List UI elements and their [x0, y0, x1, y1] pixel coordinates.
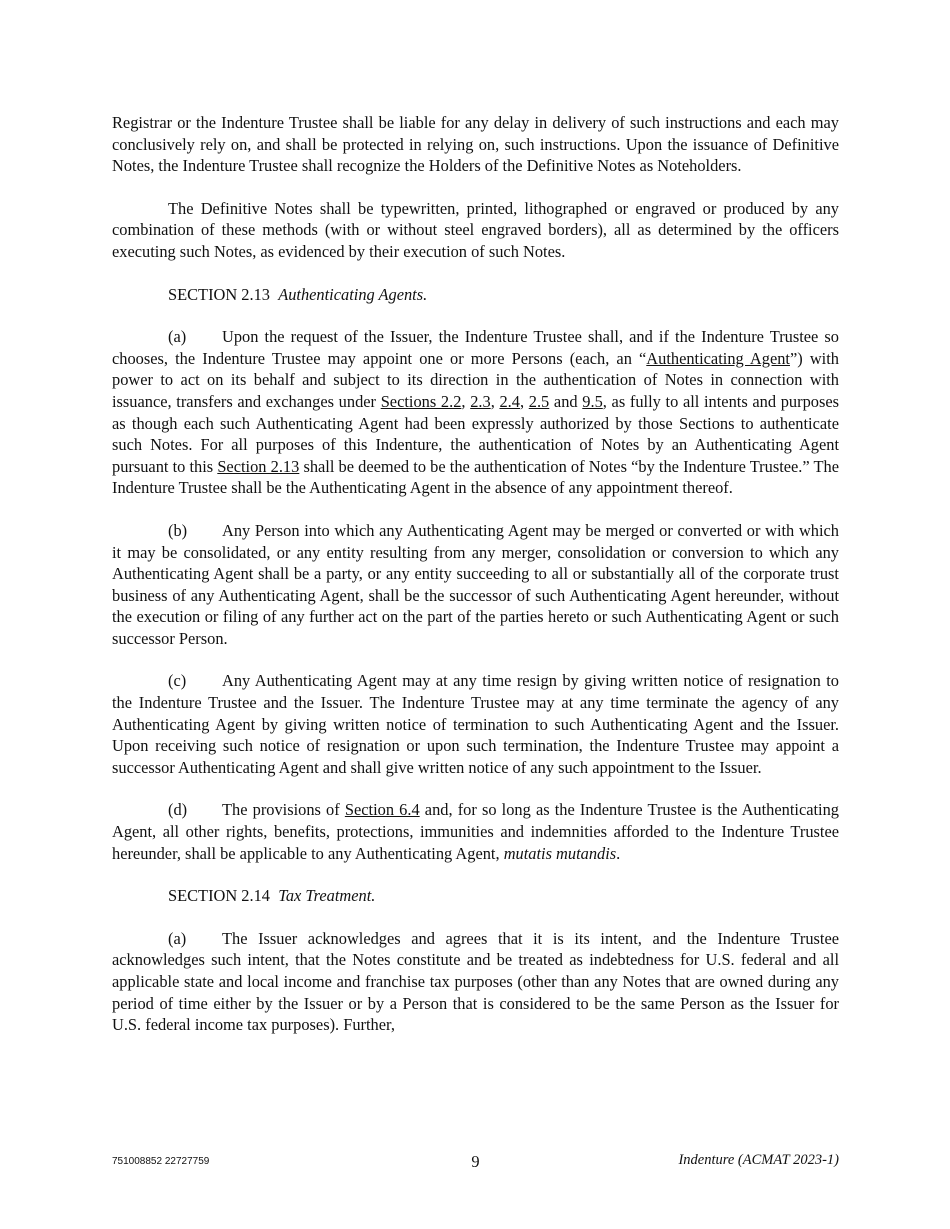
document-title: Indenture (ACMAT 2023-1) — [678, 1152, 839, 1168]
paragraph-definitive-notes: The Definitive Notes shall be typewritten, printed, lithographed or engraved or produced by any combination of these methods (with or without steel engraved borders), all as determined by the officers executing such Notes, as evidenced by their execution of such Notes. — [112, 198, 839, 261]
cross-reference: Sections 2.2 — [380, 391, 462, 411]
cross-reference: 2.4 — [499, 391, 520, 411]
section-heading-2-13 — [168, 284, 839, 306]
clause-text: The Issuer acknowledges and agrees that it is its intent, and the Indenture Trustee acknowledges such intent, that the Notes constitute and be treated as indebtedness for U.S. federal and all applicable state and local income and franchise tax purposes (other than any Notes that are owned during any period of time either by the Issuer or by a Person that is considered to be the same Person as the Issuer for U.S. federal income tax purposes). Further, — [112, 928, 839, 1035]
clause-label: (c) — [168, 671, 187, 691]
cross-reference: 2.5 — [528, 391, 550, 411]
clause-text: , as fully to all intents and purposes as though each such Authenticating Agent had been expressly authorized by those Sections to authenticate such Notes. For all purposes of this Indenture, the authentication of Notes by an Authenticating Agent pursuant to this — [112, 391, 839, 476]
section-number: SECTION 2.14 — [168, 886, 270, 906]
clause-2-13-d — [112, 799, 839, 864]
clause-text: and, for so long as the Indenture Trustee is the Authenticating Agent, all other rights, benefits, protections, immunities and indemnities afforded to the Indenture Trustee hereunder, shall be applicable to any Authenticating Agent, — [112, 800, 839, 863]
clause-2-13-a — [112, 326, 839, 499]
clause-2-13-c — [112, 670, 839, 778]
clause-label: (b) — [168, 520, 188, 540]
separator: , — [461, 391, 471, 411]
separator: and — [549, 391, 583, 411]
cross-reference: Section 6.4 — [344, 800, 420, 820]
clause-text: . — [616, 843, 621, 863]
separator: , — [519, 391, 529, 411]
defined-term: Authenticating Agent — [646, 348, 790, 368]
clause-label: (a) — [168, 327, 187, 347]
clause-text: Any Person into which any Authenticating Agent may be merged or converted or with which it may be consolidated, or any entity resulting from any merger, consolidation or conversion to which any Authenticating Agent shall be a party, or any entity succeeding to all or substantially all of the corporate trust business of any Authenticating Agent, shall be the successor of such Authenticating Agent hereunder, without the execution or filing of any further act on the part of the parties hereto or such Authenticating Agent or such successor Person. — [112, 520, 839, 648]
section-title: Tax Treatment. — [278, 886, 376, 906]
clause-text: ”) with power to act on its behalf and subject to its direction in the authentication of Notes in connection with issuance, transfers and exchanges under — [112, 348, 839, 411]
clause-2-13-b — [112, 520, 839, 650]
section-title: Authenticating Agents. — [278, 284, 428, 304]
paragraph-intro: Registrar or the Indenture Trustee shall be liable for any delay in delivery of such instructions and each may conclusively rely on, and shall be protected in relying on, such instructions. Upon the issuance of Definitive Notes, the Indenture Trustee shall recognize the Holders of the Definitive Notes as Noteholders. — [112, 113, 839, 176]
latin-phrase: mutatis mutandis — [503, 843, 617, 863]
document-id: 751008852 22727759 — [112, 1156, 210, 1167]
document-page — [112, 112, 839, 1057]
page-number: 9 — [471, 1152, 480, 1171]
clause-text: The provisions of — [222, 800, 345, 820]
clause-text: Any Authenticating Agent may at any time resign by giving written notice of resignation to the Indenture Trustee and the Issuer. The Indenture Trustee may at any time terminate the agency of any Authenticating Agent by giving written notice of termination to such Authenticating Agent and the Issuer. Upon receiving such notice of resignation or upon such termination, the Indenture Trustee may appoint a successor Authenticating Agent and shall give written notice of any such appointment to the Issuer. — [112, 671, 839, 777]
section-heading-2-14 — [168, 885, 839, 907]
page-footer — [112, 1152, 839, 1174]
clause-label: (a) — [168, 928, 187, 948]
clause-text: shall be deemed to be the authentication of Notes “by the Indenture Trustee.” The Indenture Trustee shall be the Authenticating Agent in the absence of any appointment thereof. — [112, 456, 839, 498]
separator: , — [490, 391, 500, 411]
clause-2-14-a — [112, 928, 839, 1036]
section-number: SECTION 2.13 — [168, 284, 270, 304]
cross-reference: Section 2.13 — [217, 456, 300, 476]
clause-text: Upon the request of the Issuer, the Indenture Trustee shall, and if the Indenture Trustee so chooses, the Indenture Trustee may appoint one or more Persons (each, an “ — [112, 327, 839, 368]
cross-reference: 9.5 — [582, 391, 603, 411]
clause-label: (d) — [168, 800, 188, 820]
cross-reference: 2.3 — [470, 391, 491, 411]
